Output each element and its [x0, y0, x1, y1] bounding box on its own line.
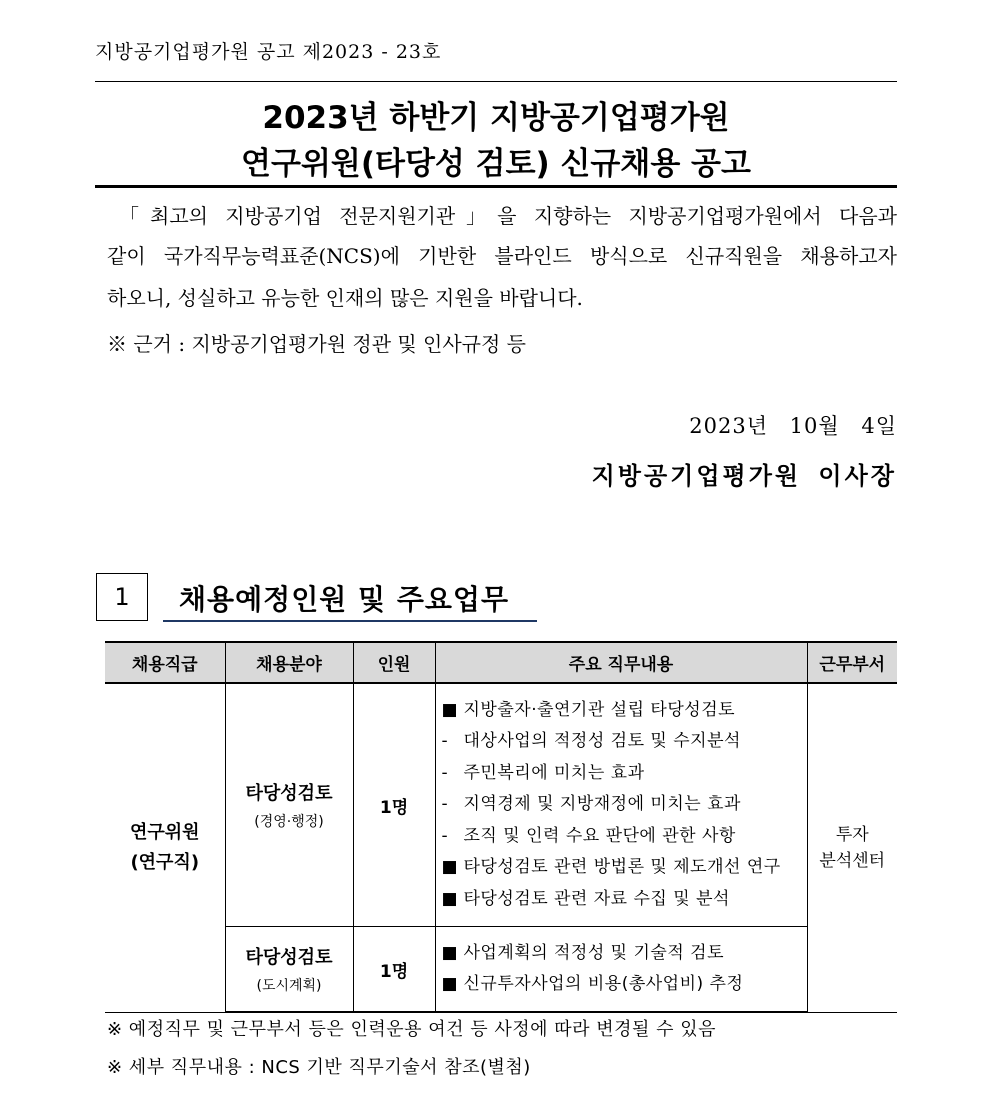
field-cell — [225, 683, 353, 927]
field-cell — [225, 927, 353, 1013]
header-department: 근무부서 — [807, 642, 897, 683]
rank-cell — [105, 683, 225, 1012]
head-count: 1명 — [379, 961, 409, 982]
table-header-row — [105, 642, 897, 683]
recruitment-table — [105, 641, 897, 1013]
rank-line1: 연구위원 — [129, 821, 200, 843]
head-count: 1명 — [379, 797, 409, 818]
duty-item: - 조직 및 인력 수요 판단에 관한 사항 — [441, 825, 736, 846]
section-title: 채용예정인원 및 주요업무 — [179, 583, 510, 616]
field-name: 타당성검토 — [245, 783, 333, 804]
intro-line-3: 하오니, 성실하고 유능한 인재의 많은 지원을 바랍니다. — [107, 286, 583, 310]
basis-note: ※ 근거 : 지방공기업평가원 정관 및 인사규정 등 — [107, 332, 526, 356]
notice-date: 2023년 10월 4일 — [689, 414, 897, 438]
footnote-1: ※ 예정직무 및 근무부서 등은 인력운용 여건 등 사정에 따라 변경될 수 있음 — [107, 1019, 716, 1040]
header-rank: 채용직급 — [105, 642, 225, 683]
field-subtitle: (도시계획) — [256, 978, 322, 994]
field-name: 타당성검토 — [245, 947, 333, 968]
table-row — [105, 683, 897, 927]
duty-item: ■ 지방출자·출연기관 설립 타당성검토 — [441, 699, 736, 720]
section-underline — [163, 620, 537, 622]
duty-item: ■ 신규투자사업의 비용(총사업비) 추정 — [441, 974, 744, 994]
duty-item: - 주민복리에 미치는 효과 — [441, 762, 645, 783]
footnote-2: ※ 세부 직무내용 : NCS 기반 직무기술서 참조(별첨) — [107, 1057, 531, 1078]
department-line2: 분석센터 — [819, 850, 886, 871]
duty-item: ■ 타당성검토 관련 자료 수집 및 분석 — [441, 888, 730, 909]
issuer-name: 지방공기업평가원 이사장 — [591, 461, 897, 490]
title-rule — [95, 185, 897, 188]
intro-line-2: 같이 국가직무능력표준(NCS)에 기반한 블라인드 방식으로 신규직원을 채용하고자 — [107, 244, 897, 268]
field-subtitle: (경영·행정) — [254, 814, 324, 830]
count-cell — [353, 683, 435, 927]
duty-item: - 대상사업의 적정성 검토 및 수지분석 — [441, 731, 741, 752]
notice-number: 지방공기업평가원 공고 제2023 - 23호 — [95, 41, 442, 63]
header-duties: 주요 직무내용 — [435, 642, 807, 683]
department-cell — [807, 683, 897, 1012]
duties-cell — [435, 683, 807, 927]
header-count: 인원 — [353, 642, 435, 683]
header-field: 채용분야 — [225, 642, 353, 683]
duties-cell — [435, 927, 807, 1013]
document-title-line1: 2023년 하반기 지방공기업평가원 — [262, 100, 730, 136]
header-rule — [95, 81, 897, 82]
duty-item: ■ 타당성검토 관련 방법론 및 제도개선 연구 — [441, 857, 781, 878]
document-title-line2: 연구위원(타당성 검토) 신규채용 공고 — [241, 146, 751, 182]
intro-line-1: 「최고의 지방공기업 전문지원기관」을 지향하는 지방공기업평가원에서 다음과 — [119, 204, 897, 228]
rank-line2: (연구직) — [130, 851, 200, 873]
section-number: 1 — [96, 573, 148, 621]
department-line1: 투자 — [835, 824, 869, 845]
count-cell — [353, 927, 435, 1013]
duty-item: ■ 사업계획의 적정성 및 기술적 검토 — [441, 942, 725, 963]
duty-item: - 지역경제 및 지방재정에 미치는 효과 — [441, 794, 741, 815]
